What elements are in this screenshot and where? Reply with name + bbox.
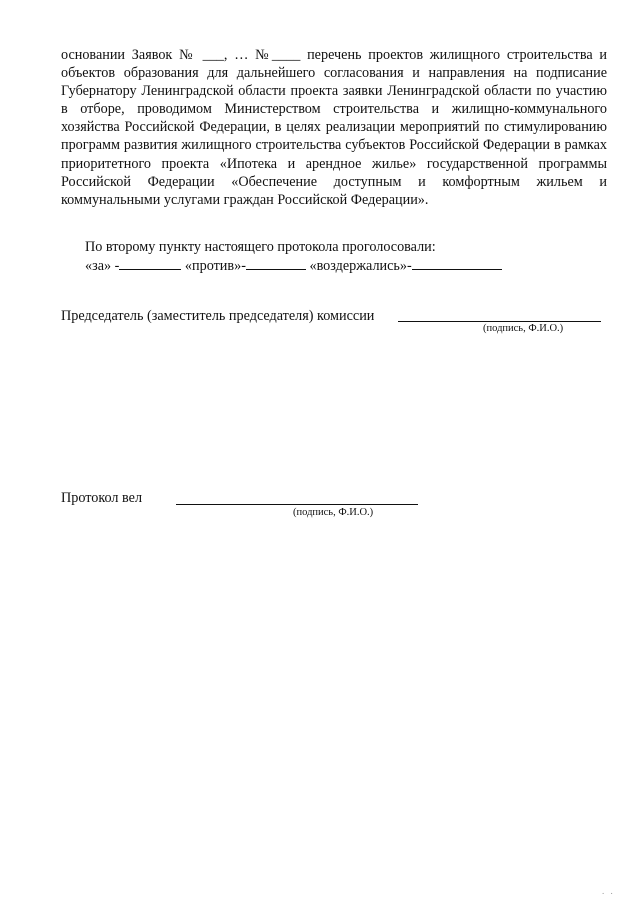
- secretary-label: Протокол вел: [61, 490, 143, 506]
- corner-mark: . .: [602, 886, 615, 896]
- vote-title: По второму пункту настоящего протокола проголосовали:: [85, 239, 436, 255]
- vote-against-blank: [246, 256, 306, 270]
- vote-results-line: [85, 256, 502, 275]
- vote-abstain-blank: [412, 256, 502, 270]
- vote-for-label: «за» -: [85, 258, 120, 274]
- secretary-signature-line: [176, 489, 418, 505]
- body-paragraph: основании Заявок № ___, … №____ перечень проектов жилищного строительства и объектов образования для дальнейшего согласования и направления на подписание Губернатору Ленинградской области проекта заявки Ленинградской области по участию в отборе, проводимом Министерством строительства и жилищно-коммунального хозяйства Российской Федерации, в целях реализации мероприятий по стимулированию программ развития жилищного строительства субъектов Российской Федерации в рамках приоритетного проекта «Ипотека и арендное жилье» государственной программы Российской Федерации «Обеспечение доступным и комфортным жильем и коммунальными услугами граждан Российской Федерации».: [61, 47, 607, 208]
- vote-against-label: «против»-: [184, 258, 246, 274]
- chairman-signature-line: [398, 306, 601, 322]
- secretary-signature-hint: (подпись, Ф.И.О.): [293, 507, 374, 518]
- vote-abstain-label: «воздержались»-: [309, 258, 412, 274]
- vote-for-blank: [119, 256, 181, 270]
- chairman-label: Председатель (заместитель председателя) комиссии: [61, 308, 375, 324]
- chairman-signature-hint: (подпись, Ф.И.О.): [483, 323, 564, 334]
